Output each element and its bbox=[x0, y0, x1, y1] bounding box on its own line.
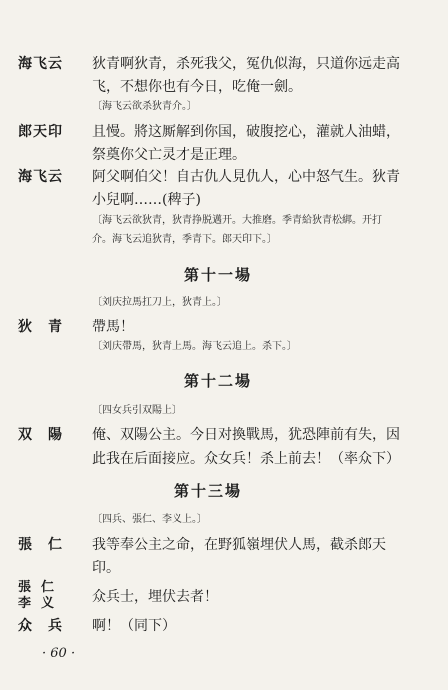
dialogue-line: 俺、双陽公主。今日对換戰馬，犹恐陣前有失，因 bbox=[92, 427, 400, 443]
dialogue-line: 此我在后面接应。众女兵！杀上前去！（率众下） bbox=[92, 451, 400, 467]
stage-direction: 〔刘庆帶馬，狄青上馬。海飞云追上。杀下。〕 bbox=[92, 341, 297, 352]
speaker-stacked-bottom: 李义 bbox=[18, 596, 65, 611]
dialogue-line: 狄青啊狄青，杀死我父，冤仇似海，只道你远走高 bbox=[92, 56, 400, 72]
stage-direction: 〔海飞云欲狄青，狄青挣脱邁开。大推磨。季青給狄青松綁。开打 bbox=[92, 215, 382, 226]
dialogue-line: 祭奠你父亡灵才是正理。 bbox=[92, 147, 246, 163]
dialogue-line: 印。 bbox=[92, 560, 120, 576]
speaker-di-qing: 狄 青 bbox=[18, 319, 63, 335]
speaker-zhang-ren: 張 仁 bbox=[18, 537, 63, 553]
dialogue-line: 帶馬！ bbox=[92, 319, 134, 335]
stage-direction: 〔刘庆拉馬扛刀上，狄青上。〕 bbox=[92, 297, 227, 308]
speaker-hai-feiyun: 海飞云 bbox=[18, 56, 63, 72]
scene-heading: 第十三場 bbox=[174, 482, 243, 500]
stage-direction: 介。海飞云追狄青，季青下。郎天印下。〕 bbox=[92, 234, 277, 245]
stage-direction: 〔四兵、張仁、李义上。〕 bbox=[92, 514, 207, 525]
dialogue-line: 众兵士，埋伏去者！ bbox=[92, 589, 218, 605]
dialogue-line: 我等奉公主之命，在野狐嶺埋伏人馬，截杀郎天 bbox=[92, 537, 386, 553]
speaker-hai-feiyun: 海飞云 bbox=[18, 169, 63, 185]
dialogue-line: 且慢。將这厮解到你国，破腹挖心，灌就人油蜡， bbox=[92, 124, 400, 140]
dialogue-line: 小兒啊……(稗子) bbox=[92, 192, 201, 208]
dialogue-line: 啊！（同下） bbox=[92, 618, 176, 634]
speaker-lang-tianyin: 郎天印 bbox=[18, 124, 63, 140]
scene-heading: 第十二場 bbox=[184, 372, 253, 390]
speaker-stacked-top: 張仁 bbox=[18, 580, 65, 595]
page-number: · 60 · bbox=[42, 646, 76, 661]
speaker-soldiers: 众 兵 bbox=[18, 618, 63, 634]
dialogue-line: 飞，不想你也有今日，吃俺一劍。 bbox=[92, 79, 302, 95]
dialogue-line: 阿父啊伯父！自古仇人見仇人，心中怒气生。狄青 bbox=[92, 169, 400, 185]
stage-direction: 〔海飞云欲杀狄青介。〕 bbox=[92, 101, 197, 112]
stage-direction: 〔四女兵引双陽上〕 bbox=[92, 405, 182, 416]
scene-heading: 第十一場 bbox=[184, 266, 253, 284]
speaker-shuang-yang: 双 陽 bbox=[18, 427, 63, 443]
